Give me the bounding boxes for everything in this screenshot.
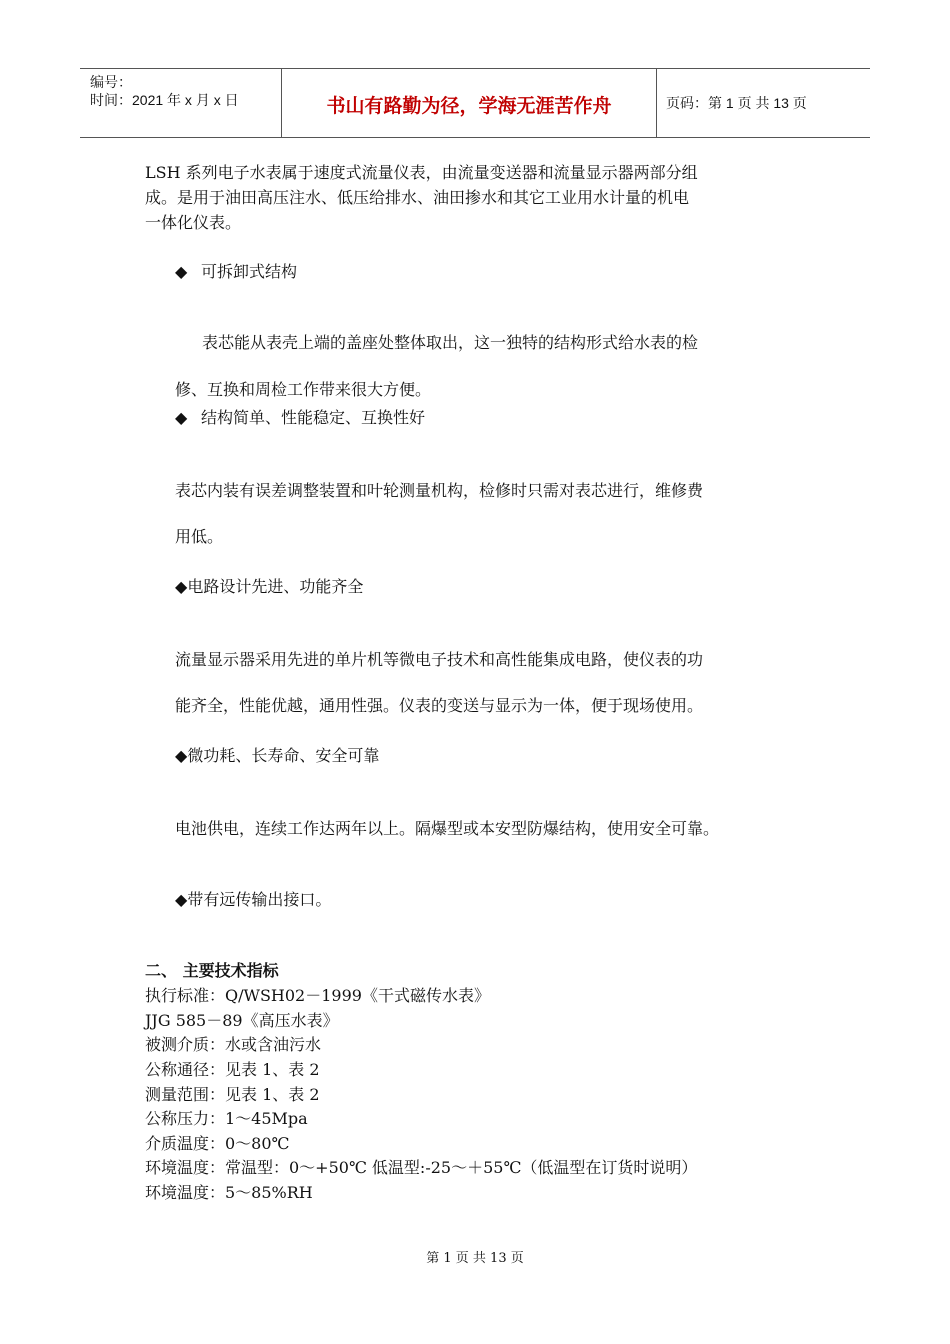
spec-line: 执行标准：Q/WSH02－1999《干式磁传水表》	[145, 986, 490, 1005]
feature-text: 电池供电，连续工作达两年以上。隔爆型或本安型防爆结构，使用安全可靠。	[175, 819, 720, 838]
page-footer: 第 1 页 共 13 页	[426, 1251, 524, 1266]
diamond-bullet-icon: ◆	[175, 577, 188, 596]
spec-line: 公称通径：见表 1、表 2	[145, 1060, 320, 1079]
section-heading: 二、 主要技术指标	[145, 961, 279, 980]
feature-title: ◆ 可拆卸式结构	[175, 262, 298, 281]
feature-text: 表芯内装有误差调整装置和叶轮测量机构，检修时只需对表芯进行，维修费	[175, 481, 704, 500]
intro-line: 一体化仪表。	[145, 213, 242, 232]
diamond-bullet-icon: ◆	[175, 408, 188, 427]
header-meta	[90, 73, 239, 109]
spec-line: 测量范围：见表 1、表 2	[145, 1085, 320, 1104]
header-motto: 书山有路勤为径，学海无涯苦作舟	[326, 95, 612, 117]
feature-title: ◆ 结构简单、性能稳定、互换性好	[175, 408, 426, 427]
intro-line: 成。是用于油田高压注水、低压给排水、油田掺水和其它工业用水计量的机电	[145, 188, 690, 207]
spec-line: 被测介质：水或含油污水	[145, 1035, 322, 1054]
header-divider	[656, 69, 657, 137]
feature-text: 表芯能从表壳上端的盖座处整体取出，这一独特的结构形式给水表的检	[202, 333, 699, 352]
diamond-bullet-icon: ◆	[175, 746, 188, 765]
document-date: 时间：2021 年 x 月 x 日	[90, 92, 239, 108]
feature-text: 用低。	[175, 527, 224, 546]
document-number-label: 编号：	[90, 74, 132, 90]
diamond-bullet-icon: ◆	[175, 262, 188, 281]
feature-title: ◆电路设计先进、功能齐全	[175, 577, 364, 596]
spec-line: 介质温度：0～80℃	[145, 1134, 290, 1153]
diamond-bullet-icon: ◆	[175, 890, 188, 909]
spec-line: JJG 585－89《高压水表》	[145, 1011, 339, 1030]
spec-line: 公称压力：1～45Mpa	[145, 1109, 308, 1128]
feature-text: 修、互换和周检工作带来很大方便。	[175, 380, 432, 399]
header-page-info: 页码：第 1 页 共 13 页	[666, 95, 807, 111]
feature-title: ◆微功耗、长寿命、安全可靠	[175, 746, 380, 765]
intro-line: LSH 系列电子水表属于速度式流量仪表，由流量变送器和流量显示器两部分组	[145, 163, 698, 182]
spec-line: 环境温度：5～85%RH	[145, 1183, 313, 1202]
feature-text: 流量显示器采用先进的单片机等微电子技术和高性能集成电路，使仪表的功	[175, 650, 704, 669]
page-header	[80, 68, 870, 138]
feature-text: 能齐全，性能优越，通用性强。仪表的变送与显示为一体，便于现场使用。	[175, 696, 704, 715]
spec-line: 环境温度：常温型：0～+50℃ 低温型:-25～＋55℃（低温型在订货时说明）	[145, 1158, 698, 1177]
feature-title: ◆带有远传输出接口。	[175, 890, 332, 909]
